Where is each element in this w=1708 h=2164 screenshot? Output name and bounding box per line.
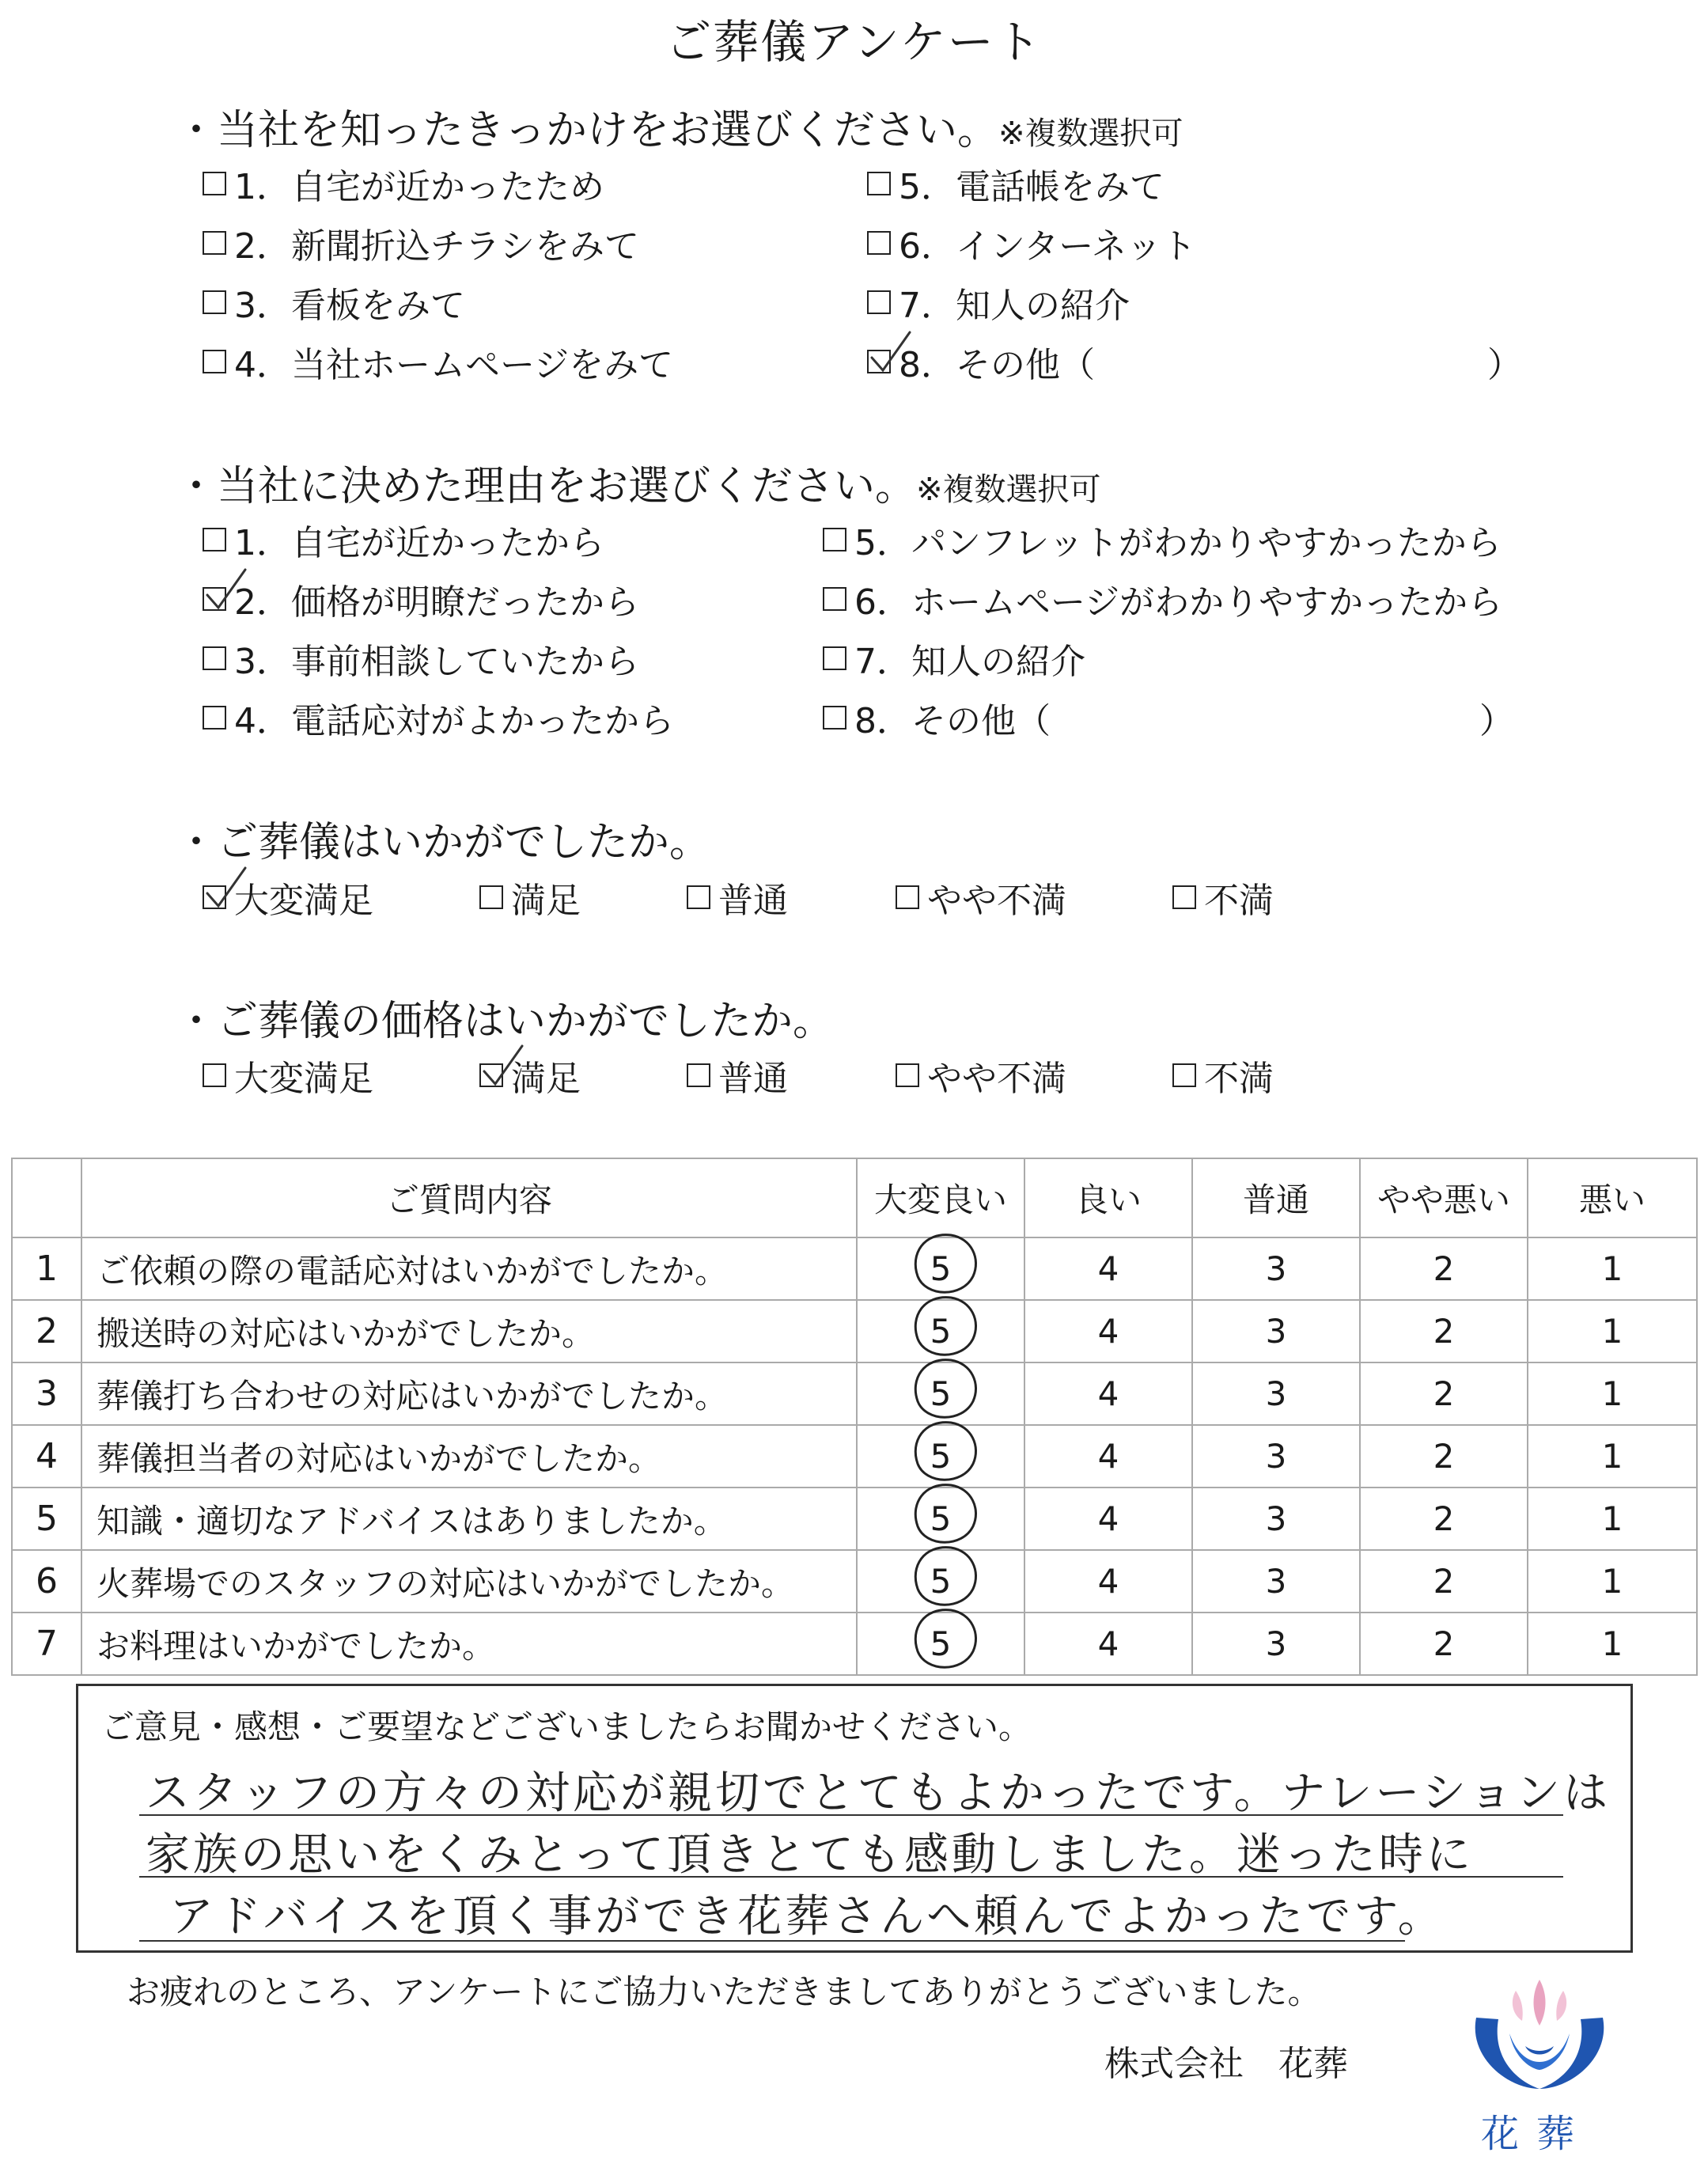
score-text: 5 bbox=[930, 1624, 952, 1663]
checkbox[interactable] bbox=[203, 350, 226, 373]
hand-drawn-circle-icon bbox=[905, 1355, 984, 1427]
table-row bbox=[12, 1300, 1697, 1362]
header-normal: 普通 bbox=[1192, 1158, 1360, 1237]
score-text: 5 bbox=[930, 1562, 952, 1601]
checkbox[interactable] bbox=[896, 1063, 919, 1087]
checkbox[interactable] bbox=[823, 706, 846, 730]
q1-option-4-label: 4．当社ホームページをみて bbox=[234, 345, 674, 385]
score-cell-good[interactable] bbox=[1024, 1550, 1192, 1613]
score-value bbox=[1433, 1562, 1455, 1601]
score-text: 2 bbox=[1433, 1562, 1455, 1601]
page-title: ご葬儀アンケート bbox=[665, 15, 1043, 69]
score-value bbox=[1433, 1437, 1455, 1476]
score-text: 4 bbox=[1097, 1499, 1119, 1538]
score-text: 1 bbox=[1601, 1499, 1623, 1538]
checkbox[interactable] bbox=[203, 231, 226, 255]
row-question: 搬送時の対応はいかがでしたか。 bbox=[81, 1300, 857, 1362]
score-cell-very-good[interactable] bbox=[857, 1425, 1024, 1488]
hand-drawn-circle-icon bbox=[905, 1543, 984, 1614]
company-name: 株式会社 花葬 bbox=[1104, 2044, 1348, 2084]
q1-option-3-label: 3．看板をみて bbox=[234, 286, 465, 326]
score-cell-very-good[interactable] bbox=[857, 1488, 1024, 1550]
score-cell-very-good[interactable] bbox=[857, 1237, 1024, 1300]
checkbox[interactable] bbox=[479, 885, 503, 909]
q3-option-1-label: 大変満足 bbox=[234, 881, 373, 921]
q2-option-7-label: 7．知人の紹介 bbox=[854, 642, 1085, 682]
q3-option-2[interactable] bbox=[479, 872, 581, 923]
lotus-logo-icon bbox=[1460, 1970, 1619, 2105]
score-value bbox=[930, 1312, 952, 1351]
score-value bbox=[930, 1437, 952, 1476]
score-value bbox=[930, 1624, 952, 1663]
score-cell-normal[interactable] bbox=[1192, 1550, 1360, 1613]
rating-table-body bbox=[12, 1237, 1697, 1675]
hand-drawn-circle-icon bbox=[905, 1230, 984, 1302]
score-cell-good[interactable] bbox=[1024, 1613, 1192, 1675]
q3-option-5-label: 不満 bbox=[1204, 881, 1274, 921]
q1-option-6[interactable] bbox=[867, 218, 1196, 268]
score-cell-bad[interactable] bbox=[1528, 1237, 1697, 1300]
q1-option-5[interactable] bbox=[867, 158, 1165, 209]
q1-title-text: ・当社を知ったきっかけをお選びください。 bbox=[176, 107, 999, 154]
score-value bbox=[1602, 1312, 1623, 1351]
score-value bbox=[1098, 1562, 1119, 1601]
table-row bbox=[12, 1237, 1697, 1300]
score-value bbox=[1433, 1499, 1455, 1538]
checkbox[interactable] bbox=[1172, 1063, 1196, 1087]
score-cell-somewhat-bad[interactable] bbox=[1360, 1613, 1528, 1675]
checkbox[interactable] bbox=[687, 885, 710, 909]
q1-option-2-label: 2．新聞折込チラシをみて bbox=[234, 226, 639, 267]
score-value bbox=[1098, 1624, 1119, 1663]
other-close-paren: ） bbox=[1487, 345, 1522, 385]
score-cell-normal[interactable] bbox=[1192, 1237, 1360, 1300]
q1-option-5-label: 5．電話帳をみて bbox=[899, 167, 1165, 207]
checkbox[interactable] bbox=[203, 587, 226, 611]
comment-line-1: スタッフの方々の対応が親切でとてもよかったです。ナレーションは bbox=[146, 1768, 1611, 1819]
score-value bbox=[1266, 1499, 1287, 1538]
score-text: 1 bbox=[1601, 1562, 1623, 1601]
score-text: 4 bbox=[1097, 1437, 1119, 1476]
checkbox[interactable] bbox=[1172, 885, 1196, 909]
row-question: 知識・適切なアドバイスはありましたか。 bbox=[81, 1488, 857, 1550]
score-cell-very-good[interactable] bbox=[857, 1300, 1024, 1362]
q4-option-3-label: 普通 bbox=[718, 1059, 788, 1099]
thanks-message: お疲れのところ、アンケートにご協力いただきましてありがとうございました。 bbox=[127, 1973, 1321, 2011]
row-number: 6 bbox=[12, 1550, 81, 1613]
checkbox[interactable] bbox=[203, 1063, 226, 1087]
score-cell-somewhat-bad[interactable] bbox=[1360, 1362, 1528, 1425]
header-question: ご質問内容 bbox=[81, 1158, 857, 1237]
rating-table bbox=[11, 1158, 1698, 1676]
q3-option-1[interactable] bbox=[203, 872, 373, 923]
q3-option-2-label: 満足 bbox=[511, 881, 581, 921]
score-value bbox=[1602, 1499, 1623, 1538]
score-text: 2 bbox=[1433, 1374, 1455, 1413]
q1-note: ※複数選択可 bbox=[998, 116, 1183, 152]
score-cell-somewhat-bad[interactable] bbox=[1360, 1425, 1528, 1488]
q3-option-4-label: やや不満 bbox=[927, 881, 1066, 921]
q2-option-1-label: 1．自宅が近かったから bbox=[234, 523, 604, 563]
score-cell-somewhat-bad[interactable] bbox=[1360, 1300, 1528, 1362]
score-cell-somewhat-bad[interactable] bbox=[1360, 1237, 1528, 1300]
score-text: 5 bbox=[930, 1374, 952, 1413]
row-number: 2 bbox=[12, 1300, 81, 1362]
checkbox[interactable] bbox=[203, 706, 226, 730]
score-value bbox=[1433, 1312, 1455, 1351]
q1-option-1[interactable] bbox=[203, 158, 604, 209]
score-text: 2 bbox=[1433, 1499, 1455, 1538]
score-text: 1 bbox=[1601, 1374, 1623, 1413]
rating-table-header bbox=[12, 1158, 1697, 1237]
score-value bbox=[930, 1374, 952, 1413]
score-text: 5 bbox=[930, 1312, 952, 1351]
q3-option-5[interactable] bbox=[1172, 872, 1274, 923]
q3-option-4[interactable] bbox=[896, 872, 1066, 923]
checkbox[interactable] bbox=[867, 350, 891, 373]
q4-option-4[interactable] bbox=[896, 1050, 1066, 1101]
checkbox[interactable] bbox=[203, 885, 226, 909]
score-text: 3 bbox=[1265, 1374, 1287, 1413]
row-question: ご依頼の際の電話応対はいかがでしたか。 bbox=[81, 1237, 857, 1300]
score-cell-very-good[interactable] bbox=[857, 1613, 1024, 1675]
row-number: 7 bbox=[12, 1613, 81, 1675]
q4-option-1-label: 大変満足 bbox=[234, 1059, 373, 1099]
score-value bbox=[1602, 1249, 1623, 1288]
row-question: 火葬場でのスタッフの対応はいかがでしたか。 bbox=[81, 1550, 857, 1613]
score-value bbox=[1098, 1312, 1119, 1351]
score-value bbox=[1266, 1374, 1287, 1413]
q2-option-5-label: 5．パンフレットがわかりやすかったから bbox=[854, 523, 1502, 563]
header-no bbox=[12, 1158, 81, 1237]
other-close-paren: ） bbox=[1479, 701, 1514, 741]
q3-option-3-label: 普通 bbox=[718, 881, 788, 921]
q2-option-1[interactable] bbox=[203, 514, 604, 565]
score-text: 4 bbox=[1097, 1374, 1119, 1413]
score-text: 5 bbox=[930, 1249, 952, 1288]
q2-note: ※複数選択可 bbox=[916, 472, 1101, 508]
score-cell-bad[interactable] bbox=[1528, 1300, 1697, 1362]
score-text: 1 bbox=[1601, 1437, 1623, 1476]
score-cell-normal[interactable] bbox=[1192, 1300, 1360, 1362]
q2-option-8[interactable] bbox=[823, 692, 1051, 743]
q4-option-4-label: やや不満 bbox=[927, 1059, 1066, 1099]
score-text: 1 bbox=[1601, 1312, 1623, 1351]
score-cell-very-good[interactable] bbox=[857, 1362, 1024, 1425]
q1-option-2[interactable] bbox=[203, 218, 639, 268]
q3-option-3[interactable] bbox=[687, 872, 788, 923]
score-value bbox=[930, 1499, 952, 1538]
q1-option-3[interactable] bbox=[203, 277, 465, 328]
header-very-good: 大変良い bbox=[857, 1158, 1024, 1237]
score-text: 4 bbox=[1097, 1624, 1119, 1663]
score-text: 2 bbox=[1433, 1624, 1455, 1663]
score-value bbox=[1602, 1562, 1623, 1601]
row-question: お料理はいかがでしたか。 bbox=[81, 1613, 857, 1675]
score-value bbox=[1602, 1437, 1623, 1476]
q4-option-3[interactable] bbox=[687, 1050, 788, 1101]
table-row bbox=[12, 1362, 1697, 1425]
checkbox[interactable] bbox=[687, 1063, 710, 1087]
q2-option-4-label: 4．電話応対がよかったから bbox=[234, 701, 674, 741]
q3-title: ・ご葬儀はいかがでしたか。 bbox=[176, 819, 711, 866]
score-value bbox=[1433, 1249, 1455, 1288]
score-value bbox=[1098, 1249, 1119, 1288]
score-cell-good[interactable] bbox=[1024, 1362, 1192, 1425]
score-value bbox=[1433, 1374, 1455, 1413]
score-value bbox=[1098, 1499, 1119, 1538]
q1-option-8[interactable] bbox=[867, 336, 1095, 387]
q1-option-7[interactable] bbox=[867, 277, 1130, 328]
header-somewhat-bad: やや悪い bbox=[1360, 1158, 1528, 1237]
row-question: 葬儀打ち合わせの対応はいかがでしたか。 bbox=[81, 1362, 857, 1425]
q1-option-4[interactable] bbox=[203, 336, 673, 387]
header-bad: 悪い bbox=[1528, 1158, 1697, 1237]
comment-line-2: 家族の思いをくみとって頂きとても感動しました。迷った時に bbox=[146, 1829, 1474, 1881]
q1-option-8-label: 8．その他（ bbox=[899, 345, 1095, 385]
score-value bbox=[930, 1562, 952, 1601]
checkbox[interactable] bbox=[823, 646, 846, 670]
score-cell-somewhat-bad[interactable] bbox=[1360, 1550, 1528, 1613]
checkbox[interactable] bbox=[479, 1063, 503, 1087]
comment-line-3: アドバイスを頂く事ができ花葬さんへ頼んでよかったです。 bbox=[169, 1891, 1445, 1942]
table-row bbox=[12, 1613, 1697, 1675]
q4-option-5[interactable] bbox=[1172, 1050, 1274, 1101]
score-text: 3 bbox=[1265, 1624, 1287, 1663]
checkbox[interactable] bbox=[823, 528, 846, 551]
score-value bbox=[1098, 1437, 1119, 1476]
table-row bbox=[12, 1488, 1697, 1550]
hand-drawn-circle-icon bbox=[905, 1293, 984, 1364]
score-cell-normal[interactable] bbox=[1192, 1362, 1360, 1425]
score-value bbox=[1098, 1374, 1119, 1413]
q4-option-2-label: 満足 bbox=[511, 1059, 581, 1099]
score-value bbox=[1266, 1624, 1287, 1663]
checkbox[interactable] bbox=[203, 172, 226, 195]
checkbox[interactable] bbox=[867, 290, 891, 314]
q4-title: ・ご葬儀の価格はいかがでしたか。 bbox=[176, 998, 835, 1045]
hand-drawn-circle-icon bbox=[905, 1480, 984, 1552]
score-text: 4 bbox=[1097, 1249, 1119, 1288]
score-text: 2 bbox=[1433, 1437, 1455, 1476]
q1-option-1-label: 1．自宅が近かったため bbox=[234, 167, 604, 207]
score-value bbox=[1266, 1437, 1287, 1476]
score-cell-somewhat-bad[interactable] bbox=[1360, 1488, 1528, 1550]
score-value bbox=[1266, 1249, 1287, 1288]
score-cell-bad[interactable] bbox=[1528, 1613, 1697, 1675]
score-text: 5 bbox=[930, 1437, 952, 1476]
q2-option-6[interactable] bbox=[823, 574, 1502, 624]
score-text: 3 bbox=[1265, 1437, 1287, 1476]
checkbox[interactable] bbox=[896, 885, 919, 909]
score-value bbox=[1266, 1562, 1287, 1601]
hand-drawn-circle-icon bbox=[905, 1418, 984, 1489]
q4-option-5-label: 不満 bbox=[1204, 1059, 1274, 1099]
q2-option-5[interactable] bbox=[823, 514, 1502, 565]
checkbox[interactable] bbox=[867, 172, 891, 195]
q2-option-3[interactable] bbox=[203, 633, 639, 684]
score-value bbox=[1602, 1374, 1623, 1413]
q2-option-3-label: 3．事前相談していたから bbox=[234, 642, 639, 682]
comment-label: ご意見・感想・ご要望などございましたらお聞かせください。 bbox=[101, 1707, 1032, 1746]
q1-option-7-label: 7．知人の紹介 bbox=[899, 286, 1130, 326]
q2-option-2[interactable] bbox=[203, 574, 639, 624]
score-text: 1 bbox=[1601, 1249, 1623, 1288]
score-cell-normal[interactable] bbox=[1192, 1425, 1360, 1488]
checkbox[interactable] bbox=[203, 528, 226, 551]
score-cell-bad[interactable] bbox=[1528, 1425, 1697, 1488]
q2-option-2-label: 2．価格が明瞭だったから bbox=[234, 582, 639, 623]
header-good: 良い bbox=[1024, 1158, 1192, 1237]
checkbox[interactable] bbox=[823, 587, 846, 611]
score-value bbox=[930, 1249, 952, 1288]
row-number: 4 bbox=[12, 1425, 81, 1488]
q2-option-8-label: 8．その他（ bbox=[854, 701, 1051, 741]
q4-option-2[interactable] bbox=[479, 1050, 581, 1101]
q2-title bbox=[176, 453, 1101, 512]
q2-option-7[interactable] bbox=[823, 633, 1085, 684]
checkbox[interactable] bbox=[203, 646, 226, 670]
score-text: 3 bbox=[1265, 1499, 1287, 1538]
score-text: 1 bbox=[1601, 1624, 1623, 1663]
score-text: 2 bbox=[1433, 1312, 1455, 1351]
score-text: 3 bbox=[1265, 1312, 1287, 1351]
q1-title bbox=[176, 97, 1183, 156]
q2-option-6-label: 6．ホームページがわかりやすかったから bbox=[854, 582, 1503, 623]
row-number: 5 bbox=[12, 1488, 81, 1550]
q4-option-1[interactable] bbox=[203, 1050, 373, 1101]
score-cell-good[interactable] bbox=[1024, 1300, 1192, 1362]
score-cell-normal[interactable] bbox=[1192, 1488, 1360, 1550]
logo-text: 花葬 bbox=[1481, 2112, 1592, 2156]
table-row bbox=[12, 1425, 1697, 1488]
checkbox[interactable] bbox=[867, 231, 891, 255]
checkbox[interactable] bbox=[203, 290, 226, 314]
score-text: 3 bbox=[1265, 1562, 1287, 1601]
row-number: 1 bbox=[12, 1237, 81, 1300]
score-cell-very-good[interactable] bbox=[857, 1550, 1024, 1613]
q1-option-6-label: 6．インターネット bbox=[899, 226, 1197, 267]
row-number: 3 bbox=[12, 1362, 81, 1425]
hand-drawn-circle-icon bbox=[905, 1605, 984, 1677]
score-cell-bad[interactable] bbox=[1528, 1362, 1697, 1425]
score-value bbox=[1266, 1312, 1287, 1351]
q2-option-4[interactable] bbox=[203, 692, 674, 743]
score-cell-normal[interactable] bbox=[1192, 1613, 1360, 1675]
q2-title-text: ・当社に決めた理由をお選びください。 bbox=[176, 463, 917, 510]
score-cell-good[interactable] bbox=[1024, 1237, 1192, 1300]
score-text: 5 bbox=[930, 1499, 952, 1538]
row-question: 葬儀担当者の対応はいかがでしたか。 bbox=[81, 1425, 857, 1488]
score-text: 4 bbox=[1097, 1562, 1119, 1601]
score-text: 4 bbox=[1097, 1312, 1119, 1351]
score-value bbox=[1433, 1624, 1455, 1663]
score-text: 2 bbox=[1433, 1249, 1455, 1288]
score-text: 3 bbox=[1265, 1249, 1287, 1288]
table-row bbox=[12, 1550, 1697, 1613]
score-cell-bad[interactable] bbox=[1528, 1488, 1697, 1550]
score-value bbox=[1602, 1624, 1623, 1663]
score-cell-good[interactable] bbox=[1024, 1488, 1192, 1550]
score-cell-good[interactable] bbox=[1024, 1425, 1192, 1488]
score-cell-bad[interactable] bbox=[1528, 1550, 1697, 1613]
